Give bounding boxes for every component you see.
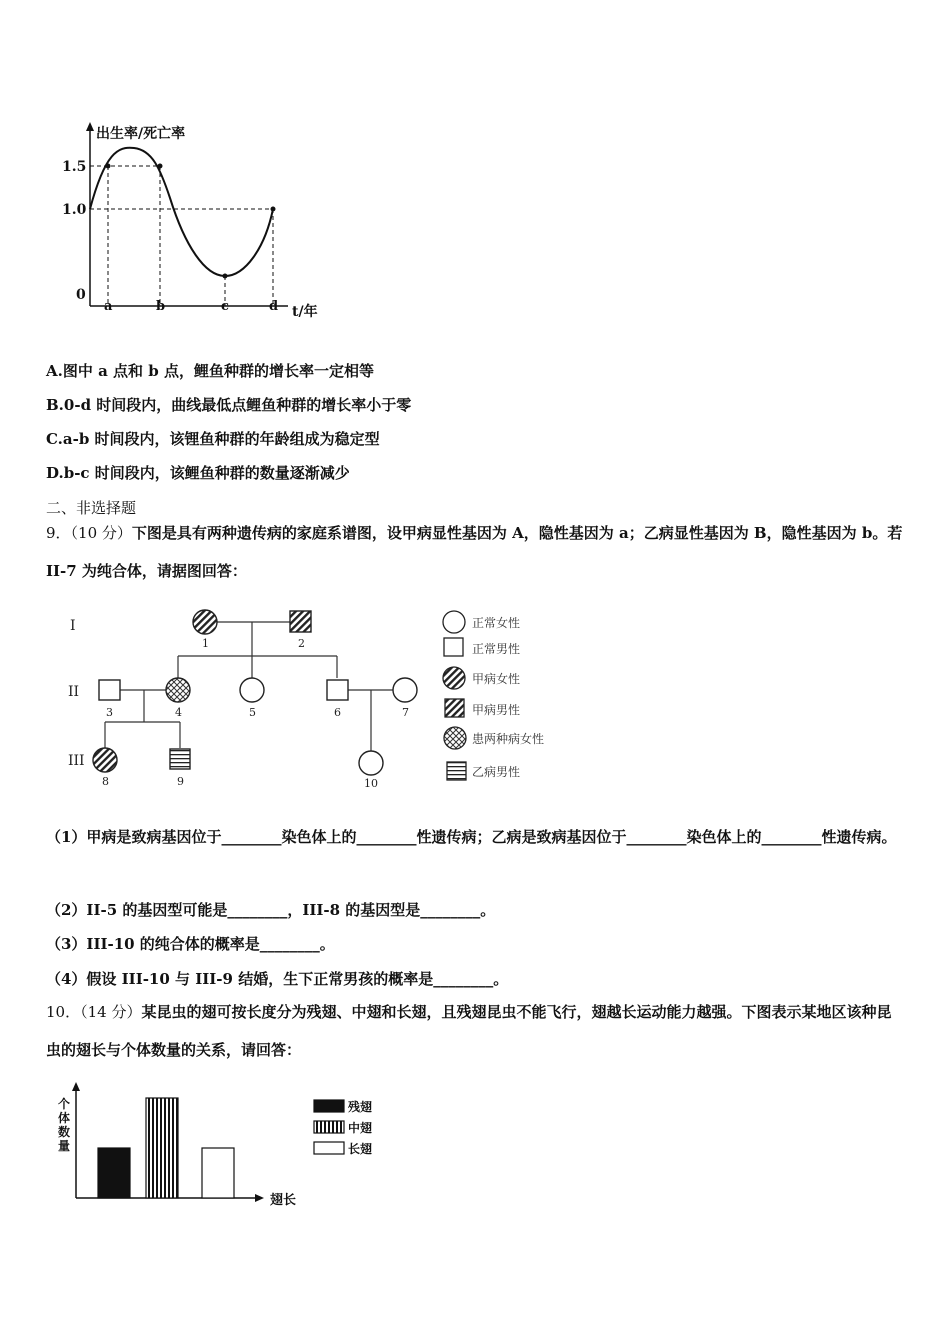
bar-中翅 [146, 1098, 178, 1198]
y-tick-0: 0 [76, 287, 86, 303]
ratio-curve-figure [60, 118, 340, 328]
option-b-text: 0-d 时间段内，曲线最低点鲤鱼种群的增长率小于零 [63, 396, 412, 414]
x-tick-b: b [156, 299, 166, 314]
q10-score: （14 分） [80, 1003, 142, 1021]
individual-2-affected-male [290, 611, 311, 632]
option-b-letter: B. [46, 396, 64, 414]
legend-both-diseases-female: 患两种病女性 [472, 732, 545, 746]
chart-x-axis-arrow [255, 1194, 264, 1202]
x-tick-d: d [269, 299, 279, 314]
id-5: 5 [249, 706, 256, 719]
legend-symbol-affected-male [445, 699, 464, 717]
legend-affected-female: 甲病女性 [472, 672, 521, 686]
pedigree-figure [60, 598, 580, 794]
id-9: 9 [177, 775, 184, 788]
legend-normal-male: 正常男性 [472, 642, 521, 656]
q9-sub3: （3）III-10 的纯合体的概率是________。 [46, 935, 335, 953]
q9-sub2: （2）II-5 的基因型可能是________，III-8 的基因型是________。 [46, 901, 496, 919]
id-7: 7 [402, 706, 409, 719]
bar-残翅 [98, 1148, 130, 1198]
id-4: 4 [175, 706, 182, 719]
legend-symbol-normal-male [444, 638, 463, 656]
bar-长翅 [202, 1148, 234, 1198]
individual-9-disease-b-male [170, 749, 190, 769]
wing-length-chart [56, 1080, 396, 1212]
option-d-text: b-c 时间段内，该鲤鱼种群的数量逐渐减少 [63, 464, 350, 482]
x-tick-a: a [104, 299, 113, 314]
legend-label-长翅: 长翅 [348, 1142, 373, 1156]
q9-score: （10 分） [70, 524, 132, 542]
option-a-text: 图中 a 点和 b 点，鲤鱼种群的增长率一定相等 [62, 362, 374, 380]
id-8: 8 [102, 775, 109, 788]
q9-stem-text: 下图是具有两种遗传病的家庭系谱图，设甲病显性基因为 A，隐性基因为 a；乙病显性基因为 B，隐性基因为 b。若 II-7 为纯合体，请据图回答： [46, 524, 903, 580]
q10-stem [46, 993, 906, 1069]
individual-4-both-diseases-female [166, 678, 190, 702]
individual-5-normal-female [240, 678, 264, 702]
q9-sub1: （1）甲病是致病基因位于________染色体上的________性遗传病；乙病是致病基因位于________染色体上的________性遗传病。 [46, 828, 897, 846]
gen-label-III: III [68, 753, 85, 769]
individual-10-normal-female [359, 751, 383, 775]
gen-label-I: I [70, 618, 76, 634]
point-c [223, 274, 228, 279]
chart-y-axis-arrow [72, 1082, 80, 1091]
legend-symbol-both-diseases-female [444, 727, 466, 749]
individual-7-normal-female [393, 678, 417, 702]
x-axis-label: 翅长 [270, 1193, 297, 1208]
y-axis-arrow [86, 122, 94, 131]
legend-disease-b-male: 乙病男性 [472, 765, 521, 779]
y-axis-label [58, 1096, 70, 1153]
y-tick-1.5: 1.5 [62, 159, 87, 175]
id-3: 3 [106, 706, 113, 719]
q9-number: 9． [46, 524, 71, 542]
gen-label-II: II [68, 684, 80, 700]
individual-8-affected-female [93, 748, 117, 772]
legend-swatch-中翅 [314, 1121, 344, 1133]
legend-symbol-normal-female [443, 611, 465, 633]
id-6: 6 [334, 706, 341, 719]
option-b [46, 394, 411, 415]
option-a-letter: A. [46, 362, 63, 380]
legend-label-残翅: 残翅 [348, 1100, 373, 1114]
option-d [46, 462, 350, 483]
legend-swatch-残翅 [314, 1100, 344, 1112]
legend-symbol-disease-b-male [447, 762, 466, 780]
id-2: 2 [298, 637, 305, 650]
legend-affected-male: 甲病男性 [472, 703, 521, 717]
q10-number: 10． [46, 1003, 81, 1021]
legend-normal-female: 正常女性 [472, 616, 521, 630]
individual-1-affected-female [193, 610, 217, 634]
q9-sub4: （4）假设 III-10 与 III-9 结婚，生下正常男孩的概率是________。 [46, 970, 509, 988]
y-tick-1.0: 1.0 [62, 202, 87, 218]
option-d-letter: D. [46, 464, 64, 482]
y-axis-label: 出生率/死亡率 [96, 126, 186, 142]
legend-symbol-affected-female [443, 667, 465, 689]
legend-label-中翅: 中翅 [348, 1121, 373, 1135]
legend-swatch-长翅 [314, 1142, 344, 1154]
id-10: 10 [364, 777, 378, 790]
ratio-curve [90, 148, 273, 276]
id-1: 1 [202, 637, 209, 650]
point-b [158, 164, 163, 169]
q10-stem-text: 某昆虫的翅可按长度分为残翅、中翅和长翅，且残翅昆虫不能飞行，翅越长运动能力越强。下图表示某地区该种昆虫的翅长与个体数量的关系，请回答： [46, 1003, 892, 1059]
point-d [271, 207, 276, 212]
option-a [46, 360, 374, 381]
option-c [46, 428, 380, 449]
individual-3-normal-male [99, 680, 120, 700]
chart-legend [314, 1099, 372, 1156]
q9-stem [46, 514, 906, 590]
option-c-letter: C. [46, 430, 63, 448]
point-a [106, 164, 111, 169]
individual-6-normal-male [327, 680, 348, 700]
y-axis-label-text: 个体数量 [58, 1097, 71, 1153]
section-title: 二、非选择题 [46, 499, 137, 517]
option-c-text: a-b 时间段内，该锂鱼种群的年龄组成为稳定型 [62, 430, 380, 448]
x-tick-c: c [221, 299, 229, 314]
x-axis-label: t/年 [292, 304, 318, 320]
